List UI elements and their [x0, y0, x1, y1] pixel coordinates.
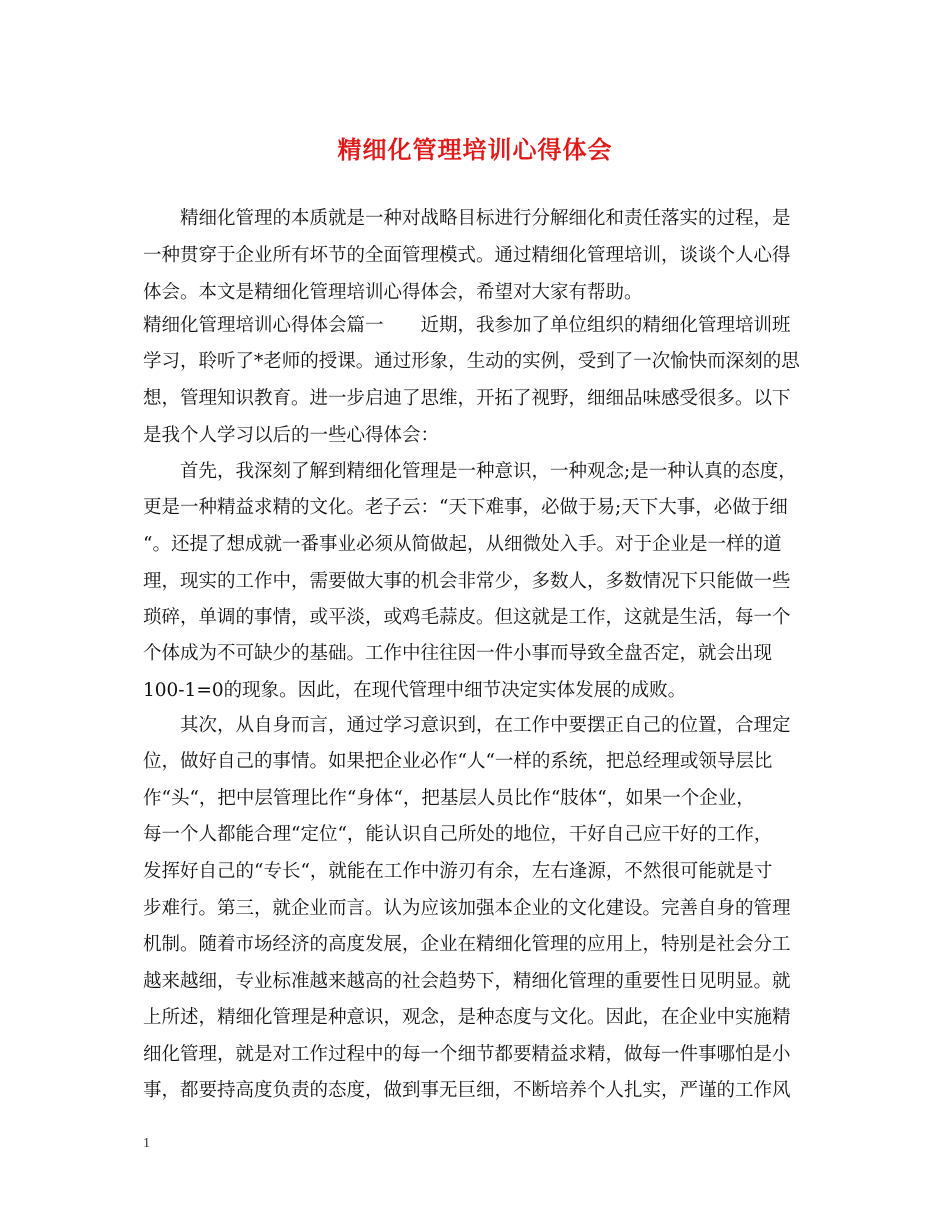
body-line: 越来越细，专业标准越来越高的社会趋势下，精细化管理的重要性日见明显。就 — [143, 971, 791, 992]
page-number: 1 — [143, 1136, 150, 1151]
body-line: 100-1=0的现象。因此，在现代管理中细节决定实体发展的成败。 — [143, 680, 687, 701]
body-line: 首先，我深刻了解到精细化管理是一种意识，一种观念;是一种认真的态度， — [180, 461, 797, 482]
body-line: 每一个人都能合理“定位“，能认识自己所处的地位，干好自己应干好的工作， — [143, 824, 773, 845]
body-line: 一种贯穿于企业所有坏节的全面管理模式。通过精细化管理培训，谈谈个人心得 — [143, 245, 791, 266]
body-line: 发挥好自己的“专长“，就能在工作中游刃有余，左右逢源，不然很可能就是寸 — [143, 861, 773, 882]
body-line: 理，现实的工作中，需要做大事的机会非常少，多数人，多数情况下只能做一些 — [143, 571, 791, 592]
body-line: 细化管理，就是对工作过程中的每一个细节都要精益求精，做每一件事哪怕是小 — [143, 1044, 791, 1065]
body-line: 是我个人学习以后的一些心得体会： — [143, 425, 440, 446]
body-line: 学习，聆听了*老师的授课。通过形象，生动的实例，受到了一次愉快而深刻的思 — [143, 351, 800, 372]
section-heading-line: 精细化管理培训心得体会篇一 近期，我参加了单位组织的精细化管理培训班 — [143, 315, 791, 336]
body-line: 步难行。第三，就企业而言。认为应该加强本企业的文化建设。完善自身的管理 — [143, 898, 791, 919]
body-line: 更是一种精益求精的文化。老子云：“天下难事，必做于易;天下大事，必做于细 — [143, 497, 788, 518]
body-line: 作“头“，把中层管理比作“身体“，把基层人员比作“肢体“，如果一个企业， — [143, 788, 755, 809]
body-line: 体会。本文是精细化管理培训心得体会，希望对大家有帮助。 — [143, 282, 643, 303]
body-line: 事，都要持高度负责的态度，做到事无巨细，不断培养个人扎实，严谨的工作风 — [143, 1080, 791, 1101]
body-line: 位，做好自己的事情。如果把企业必作“人“一样的系统，把总经理或领导层比 — [143, 751, 773, 772]
body-line: 个体成为不可缺少的基础。工作中往往因一件小事而导致全盘否定，就会出现 — [143, 643, 773, 664]
body-line: 其次，从自身而言，通过学习意识到，在工作中要摆正自己的位置，合理定 — [180, 715, 791, 736]
body-line: 想，管理知识教育。进一步启迪了思维，开拓了视野，细细品味感受很多。以下 — [143, 388, 791, 409]
body-line: “。还提了想成就一番事业必须从简做起，从细微处入手。对于企业是一样的道 — [143, 534, 782, 555]
body-line: 琐碎，单调的事情，或平淡，或鸡毛蒜皮。但这就是工作，这就是生活，每一个 — [143, 607, 791, 628]
document-title: 精细化管理培训心得体会 — [337, 135, 613, 164]
body-line: 机制。随着市场经济的高度发展，企业在精细化管理的应用上，特别是社会分工 — [143, 934, 791, 955]
body-line: 精细化管理的本质就是一种对战略目标进行分解细化和责任落实的过程，是 — [180, 208, 791, 229]
body-line: 上所述，精细化管理是种意识，观念，是种态度与文化。因此，在企业中实施精 — [143, 1007, 791, 1028]
